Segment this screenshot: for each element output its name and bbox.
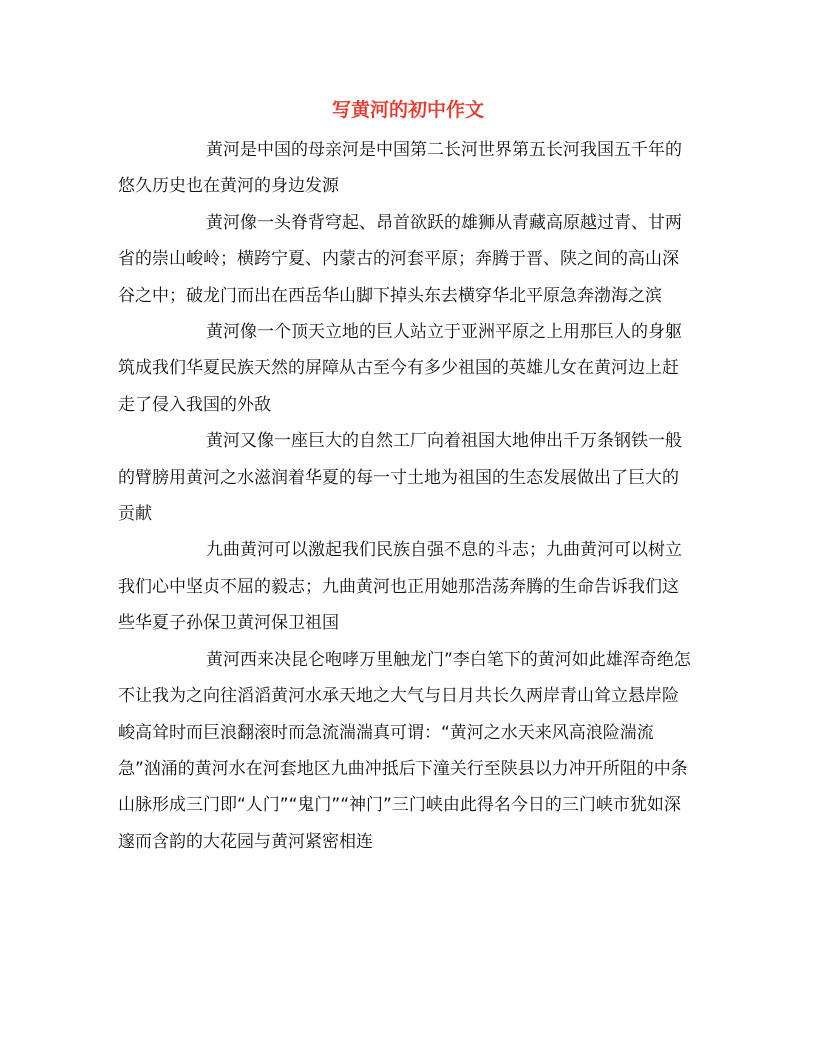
paragraph-6: 黄河西来决昆仑咆哮万里触龙门”李白笔下的黄河如此雄浑奇绝怎不让我为之向往滔滔黄河水承天地之大气与日月共长久两岸青山耸立悬岸险峻高耸时而巨浪翻滚时而急流湍湍真可谓：“黄河之水天来风高浪险湍流急”汹涌的黄河水在河套地区九曲冲抵后下潼关行至陕县以力冲开所阻的中条山脉形成三门即“人门”“鬼门”“神门”三门峡由此得名今日的三门峡市犹如深邃而含韵的大花园与黄河紧密相连 [118, 649, 691, 852]
document-body [118, 132, 694, 860]
paragraph-3: 黄河像一个顶天立地的巨人站立于亚洲平原之上用那巨人的身躯筑成我们华夏民族天然的屏障从古至今有多少祖国的英雄儿女在黄河边上赶走了侵入我国的外敌 [118, 322, 682, 415]
paragraph-2: 黄河像一头脊背穹起、昂首欲跃的雄狮从青藏高原越过青、甘两省的崇山峻岭；横跨宁夏、内蒙古的河套平原；奔腾于晋、陕之间的高山深谷之中；破龙门而出在西岳华山脚下掉头东去横穿华北平原急奔渤海之滨 [118, 212, 682, 306]
document-title: 写黄河的初中作文 [331, 99, 484, 121]
paragraph-4: 黄河又像一座巨大的自然工厂向着祖国大地伸出千万条钢铁一般的臂膀用黄河之水滋润着华夏的每一寸土地为祖国的生态发展做出了巨大的贡献 [118, 431, 682, 525]
paragraph-5: 九曲黄河可以激起我们民族自强不息的斗志；九曲黄河可以树立我们心中坚贞不屈的毅志；九曲黄河也正用她那浩荡奔腾的生命告诉我们这些华夏子孙保卫黄河保卫祖国 [118, 540, 682, 634]
paragraph-1: 黄河是中国的母亲河是中国第二长河世界第五长河我国五千年的悠久历史也在黄河的身边发源 [118, 140, 682, 197]
